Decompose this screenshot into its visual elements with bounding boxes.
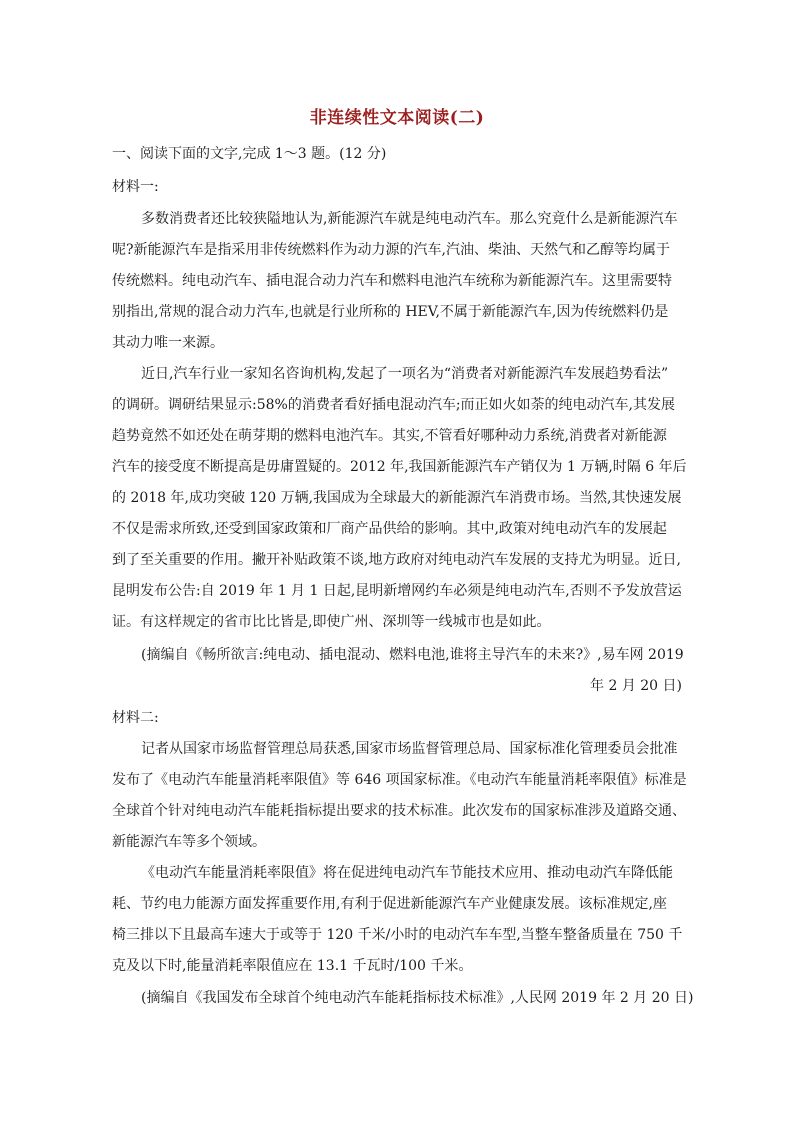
material1-p2-line: 近日,汽车行业一家知名咨询机构,发起了一项名为“消费者对新能源汽车发展趋势看法” bbox=[141, 366, 669, 382]
material2-p2-line: 椅三排以下且最高车速大于或等于 120 千米/小时的电动汽车车型,当整车整备质量在 750 千 bbox=[112, 927, 683, 943]
material2-p2-line: 克及以下时,能量消耗率限值应在 13.1 千瓦时/100 千米。 bbox=[112, 958, 473, 974]
material1-label: 材料一: bbox=[112, 179, 159, 195]
material1-p1-line: 其动力唯一来源。 bbox=[112, 335, 224, 351]
material2-p1-line: 新能源汽车等多个领域。 bbox=[112, 834, 266, 850]
material2-p1-line: 发布了《电动汽车能量消耗率限值》等 646 项国家标准。《电动汽车能量消耗率限值》标准是 bbox=[112, 772, 687, 788]
material2-source: (摘编自《我国发布全球首个纯电动汽车能耗指标技术标准》,人民网 2019 年 2 月 20 日) bbox=[141, 990, 694, 1006]
material1-p2-line: 的 2018 年,成功突破 120 万辆,我国成为全球最大的新能源汽车消费市场。当然,其快速发展 bbox=[112, 490, 682, 506]
material2-p2-line: 耗、节约电力能源方面发挥重要作用,有利于促进新能源汽车产业健康发展。该标准规定,座 bbox=[112, 896, 667, 912]
material1-p2-line: 的调研。调研结果显示:58%的消费者看好插电混动汽车;而正如火如荼的纯电动汽车,其发展 bbox=[112, 397, 675, 413]
document-title: 非连续性文本阅读(二) bbox=[309, 108, 485, 128]
material1-p2-line: 证。有这样规定的省市比比皆是,即使广州、深圳等一线城市也是如此。 bbox=[112, 614, 551, 630]
material2-p1-line: 记者从国家市场监督管理总局获悉,国家市场监督管理总局、国家标准化管理委员会批准 bbox=[141, 741, 678, 757]
material1-p1-line: 多数消费者还比较狭隘地认为,新能源汽车就是纯电动汽车。那么究竟什么是新能源汽车 bbox=[141, 211, 678, 227]
material1-p2-line: 不仅是需求所致,还受到国家政策和厂商产品供给的影响。其中,政策对纯电动汽车的发展起 bbox=[112, 521, 667, 537]
material1-p1-line: 别指出,常规的混合动力汽车,也就是行业所称的 HEV,不属于新能源汽车,因为传统燃料仍是 bbox=[112, 304, 669, 320]
material1-p1-line: 传统燃料。纯电动汽车、插电混合动力汽车和燃料电池汽车统称为新能源汽车。这里需要特 bbox=[112, 273, 672, 289]
material1-p2-line: 汽车的接受度不断提高是毋庸置疑的。2012 年,我国新能源汽车产销仅为 1 万辆,时隔 6 年后 bbox=[112, 459, 687, 475]
material1-p1-line: 呢?新能源汽车是指采用非传统燃料作为动力源的汽车,汽油、柴油、天然气和乙醇等均属于 bbox=[112, 242, 670, 258]
material2-label: 材料二: bbox=[112, 710, 159, 726]
material2-p2-line: 《电动汽车能量消耗率限值》将在促进纯电动汽车节能技术应用、推动电动汽车降低能 bbox=[141, 865, 673, 881]
material2-p1-line: 全球首个针对纯电动汽车能耗指标提出要求的技术标准。此次发布的国家标准涉及道路交通、 bbox=[112, 803, 686, 819]
material1-p2-line: 趋势竟然不如还处在萌芽期的燃料电池汽车。其实,不管看好哪种动力系统,消费者对新能源 bbox=[112, 428, 667, 444]
material1-source: (摘编自《畅所欲言:纯电动、插电混动、燃料电池,谁将主导汽车的未来?》,易车网 2019 bbox=[141, 647, 684, 663]
material1-p2-line: 到了至关重要的作用。撇开补贴政策不谈,地方政府对纯电动汽车发展的支持尤为明显。近日, bbox=[112, 552, 681, 568]
material1-source-date: 年 2 月 20 日) bbox=[590, 678, 682, 694]
material1-p2-line: 昆明发布公告:自 2019 年 1 月 1 日起,昆明新增网约车必须是纯电动汽车,否则不予发放营运 bbox=[112, 583, 682, 599]
question-instruction: 一、阅读下面的文字,完成 1～3 题。(12 分) bbox=[112, 146, 387, 162]
